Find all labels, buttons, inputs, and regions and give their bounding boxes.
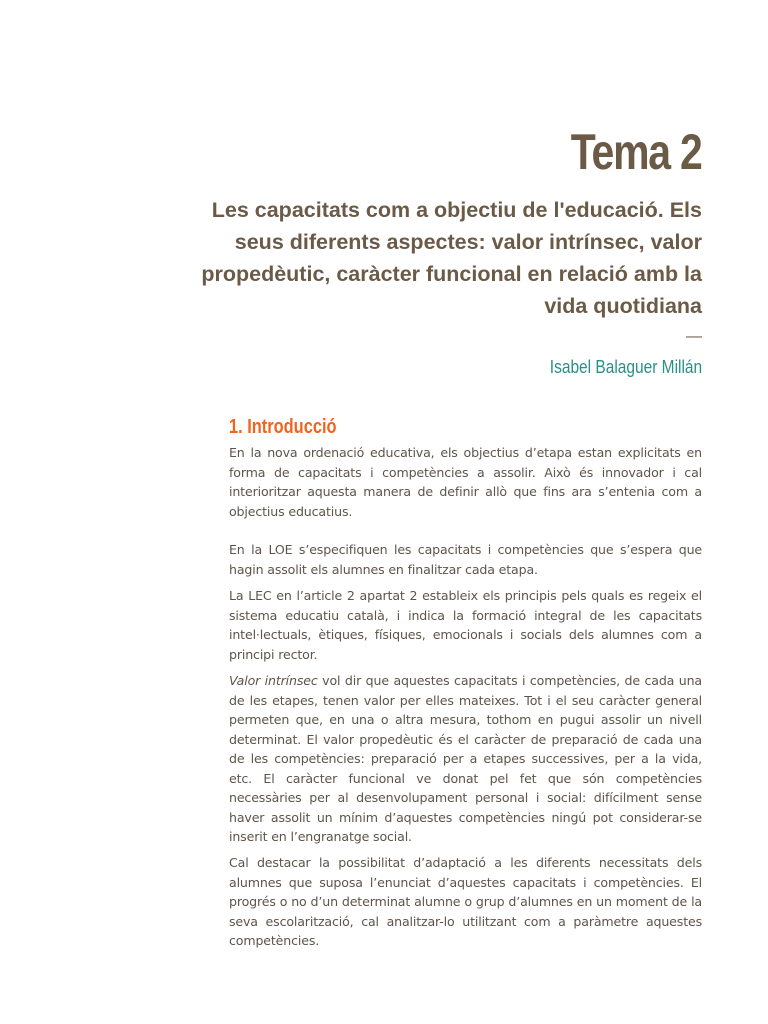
chapter-subtitle: Les capacitats com a objectiu de l'educació. Els seus diferents aspectes: valor intrínsec, valor propedèutic, caràcter funcional en relació amb la vida quotidiana <box>201 198 702 318</box>
paragraph-4 <box>229 671 702 847</box>
paragraph-5: Cal destacar la possibilitat d’adaptació a les diferents necessitats dels alumnes que suposa l’enunciat d’aquestes capacitats i competències. El progrés o no d’un determinat alumne o grup d’alumnes en un moment de la seva escolarització, cal analitzar-lo utilitzant com a paràmetre aquestes competències. <box>229 855 702 948</box>
chapter-title: Tema 2 <box>571 124 702 180</box>
author-name: Isabel Balaguer Millán <box>549 357 702 377</box>
italic-term: Valor intrínsec <box>229 673 318 688</box>
paragraph-1: En la nova ordenació educativa, els objectius d’etapa estan explicitats en forma de capacitats i competències a assolir. Això és innovador i cal interioritzar aquesta manera de definir allò que fins ara s’entenia com a objectius educatius. <box>229 445 702 519</box>
paragraph-3: La LEC en l’article 2 apartat 2 estableix els principis pels quals es regeix el sistema educatiu català, i indica la formació integral de les capacitats intel·lectuals, ètiques, físiques, emocionals i socials dels alumnes com a principi rector. <box>229 588 702 662</box>
paragraph-4-text: vol dir que aquestes capacitats i competències, de cada una de les etapes, tenen valor per elles mateixes. Tot i el seu caràcter general permeten que, en una o altra mesura, tothom en pugui assolir un nivell determinat. El valor propedèutic és el caràcter de preparació de cada una de les competències: preparació per a etapes successives, per a la vida, etc. El caràcter funcional ve donat pel fet que són competències necessàries per al desenvolupament personal i social: difícilment sense haver assolit un mínim d’aquestes competències ningú pot considerar-se inserit en l’engranatge social. <box>229 673 702 844</box>
section-heading: 1. Introducció <box>229 416 337 438</box>
separator-dash: — <box>686 328 702 345</box>
paragraph-2: En la LOE s’especifiquen les capacitats i competències que s’espera que hagin assolit els alumnes en finalitzar cada etapa. <box>229 542 702 577</box>
